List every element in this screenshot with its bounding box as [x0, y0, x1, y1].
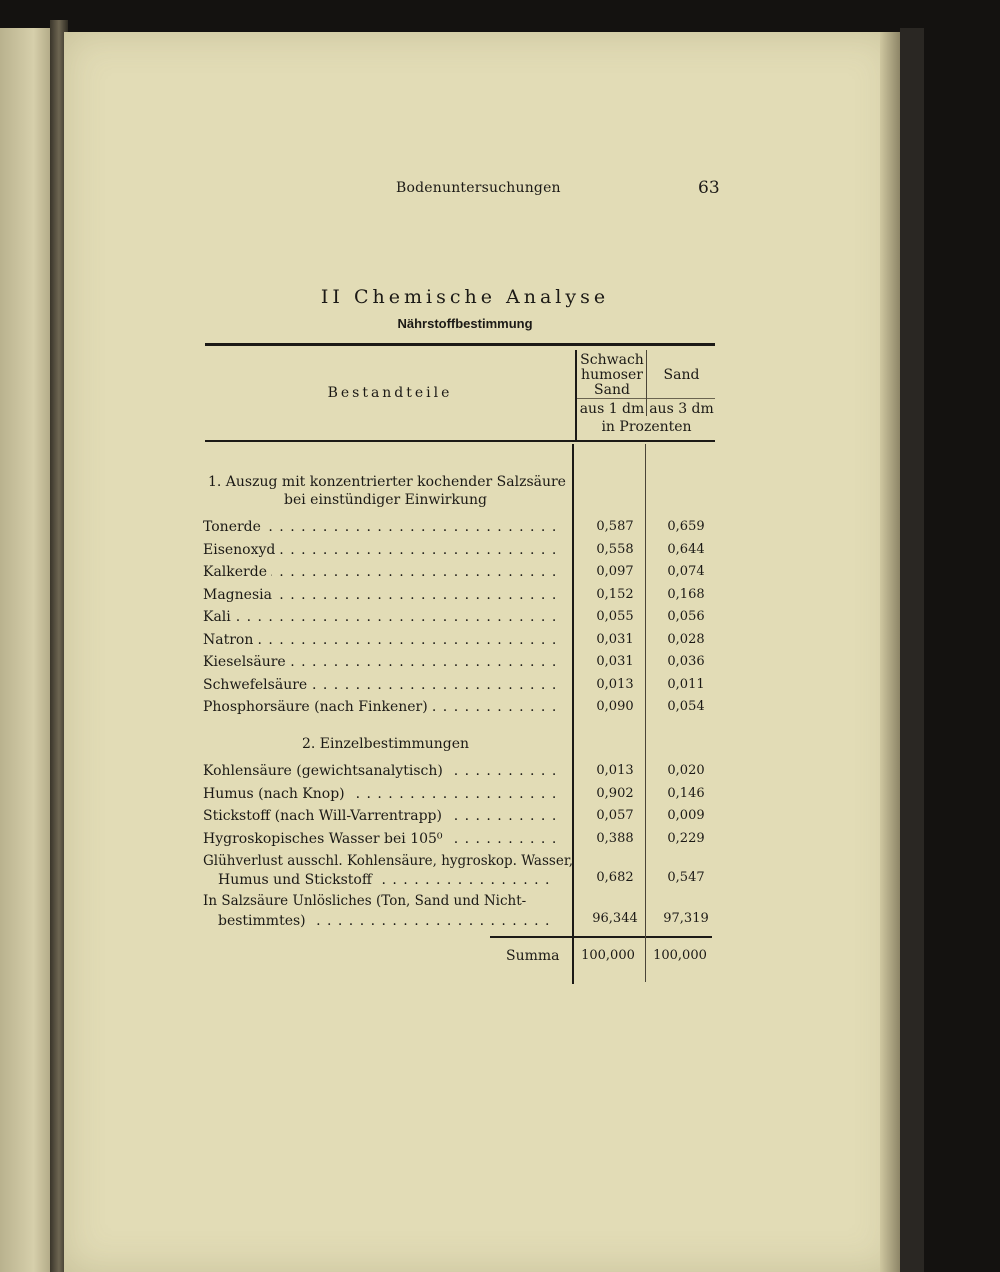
table-row [203, 609, 555, 629]
row-label: Stickstoff (nach Will-Varrentrapp) [203, 808, 446, 824]
row-label: Humus (nach Knop) [203, 786, 349, 802]
value-sample2: 0,054 [667, 699, 705, 714]
value-sample2: 0,020 [667, 763, 705, 778]
row-label: bestimmtes) [218, 913, 310, 929]
table-row [203, 587, 555, 607]
page-edge-shadow [880, 32, 900, 1272]
value-sample1: 0,682 [596, 870, 634, 885]
table-row [218, 913, 555, 933]
value-sample1: 0,388 [596, 831, 634, 846]
table-row [203, 519, 555, 539]
summa-label: Summa [506, 948, 560, 964]
table-row [203, 632, 555, 652]
group2-title: 2. Einzelbestimmungen [302, 736, 470, 752]
column-header-sample1-line1: Schwach [580, 352, 644, 368]
running-title: Bodenuntersuchungen [396, 180, 561, 196]
table-row [203, 831, 555, 851]
table-row [203, 542, 555, 562]
group1-title-line1: 1. Auszug mit konzentrierter kochender Salzsäure [208, 474, 566, 490]
label-column-rule [572, 444, 574, 984]
summa-value-sample1: 100,000 [581, 948, 635, 963]
subtitle: Nährstoffbestimmung [397, 316, 533, 331]
gluehverlust-label-line1: Glühverlust ausschl. Kohlensäure, hygroskop. Wasser, [203, 853, 574, 869]
column-header-sample1-line2: humoser [581, 367, 643, 383]
value-sample1: 0,057 [596, 808, 634, 823]
column-header-bestandteile: Bestandteile [327, 385, 453, 401]
unloesliches-label-line1: In Salzsäure Unlösliches (Ton, Sand und Nicht- [203, 893, 527, 909]
row-label: Kohlensäure (gewichtsanalytisch) [203, 763, 447, 779]
row-label: Humus und Stickstoff [218, 872, 376, 888]
value-sample2: 0,229 [667, 831, 705, 846]
table-row [203, 699, 555, 719]
value-sample2: 0,547 [667, 870, 705, 885]
table-row [203, 677, 555, 697]
value-sample1: 0,013 [596, 763, 634, 778]
value-sample2: 0,074 [667, 564, 705, 579]
column-header-unit: in Prozenten [601, 419, 692, 435]
book-cover-edge [900, 28, 924, 1272]
summa-value-sample2: 100,000 [653, 948, 707, 963]
column-header-sample1-line3: Sand [594, 382, 630, 398]
group1-title-line2: bei einstündiger Einwirkung [284, 492, 487, 508]
value-column-rule-head [646, 350, 647, 416]
column-header-sample2-depth: aus 3 dm [649, 401, 714, 417]
value-sample1: 0,031 [596, 632, 634, 647]
column-header-sample1-depth: aus 1 dm [579, 401, 645, 417]
value-sample1: 0,055 [596, 609, 634, 624]
value-sample1: 0,587 [596, 519, 634, 534]
label-column-rule-head [575, 350, 577, 440]
value-sample2: 0,056 [667, 609, 705, 624]
table-row [218, 872, 555, 892]
row-label: Magnesia [203, 587, 276, 603]
value-sample1: 0,558 [596, 542, 634, 557]
value-sample2: 0,644 [667, 542, 705, 557]
value-sample2: 0,009 [667, 808, 705, 823]
row-label: Hygroskopisches Wasser bei 105⁰ [203, 831, 447, 847]
value-sample2: 0,168 [667, 587, 705, 602]
row-label: Tonerde [203, 519, 265, 535]
value-sample1: 0,090 [596, 699, 634, 714]
value-sample1: 0,152 [596, 587, 634, 602]
row-label: Natron [203, 632, 257, 648]
table-top-rule [205, 343, 715, 346]
value-sample1: 0,031 [596, 654, 634, 669]
left-page-edge [0, 28, 56, 1272]
row-label: Kieselsäure [203, 654, 290, 670]
value-sample1: 0,097 [596, 564, 634, 579]
row-label: Kalkerde [203, 564, 271, 580]
value-sample2: 0,036 [667, 654, 705, 669]
value-sample2: 0,011 [667, 677, 705, 692]
summa-rule [490, 936, 712, 938]
value-sample2: 97,319 [663, 911, 709, 926]
header-bottom-rule [205, 440, 715, 442]
row-label: Schwefelsäure [203, 677, 311, 693]
row-label: Eisenoxyd [203, 542, 279, 558]
table-row [203, 786, 555, 806]
row-label: Phosphorsäure (nach Finkener) [203, 699, 432, 715]
column-header-sample2: Sand [663, 367, 700, 383]
row-label: Kali [203, 609, 235, 625]
value-sample2: 0,659 [667, 519, 705, 534]
value-sample2: 0,146 [667, 786, 705, 801]
value-sample1: 96,344 [592, 911, 638, 926]
table-row [203, 763, 555, 783]
table-row [203, 808, 555, 828]
section-title: II Chemische Analyse [320, 286, 610, 308]
value-sample1: 0,902 [596, 786, 634, 801]
page-number: 63 [698, 178, 720, 198]
table-row [203, 654, 555, 674]
table-row [203, 564, 555, 584]
book-page [64, 32, 896, 1272]
value-sample1: 0,013 [596, 677, 634, 692]
value-sample2: 0,028 [667, 632, 705, 647]
